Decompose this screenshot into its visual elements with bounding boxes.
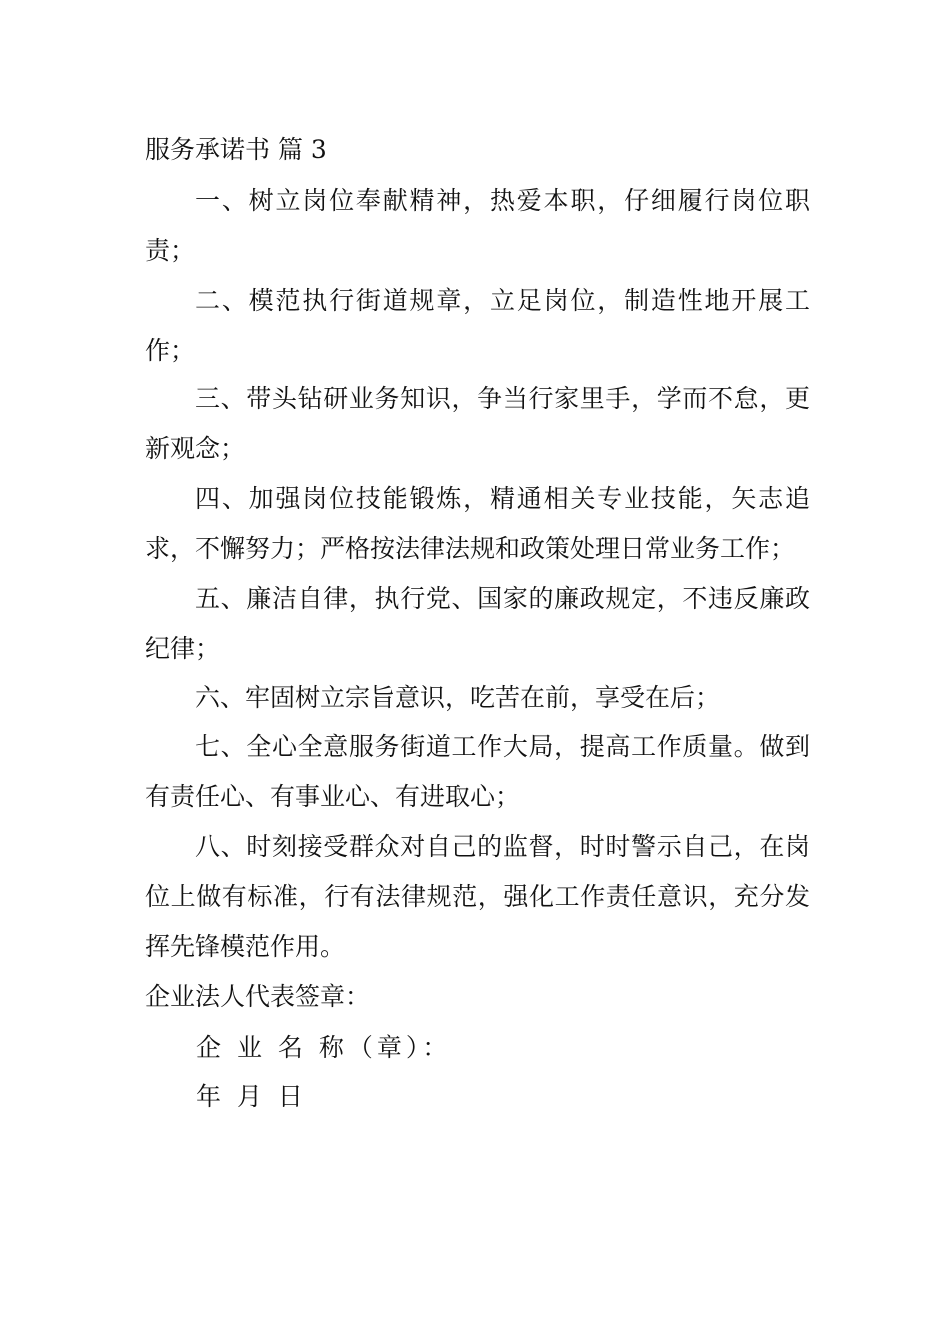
commitment-item-8: 八、时刻接受群众对自己的监督，时时警示自己，在岗位上做有标准，行有法律规范，强化工作责任意识，充分发挥先锋模范作用。 <box>145 832 810 961</box>
commitment-item-7: 七、全心全意服务街道工作大局，提高工作质量。做到有责任心、有事业心、有进取心； <box>145 732 810 811</box>
commitment-item-5: 五、廉洁自律，执行党、国家的廉政规定，不违反廉政纪律； <box>145 584 810 663</box>
date-label: 年 月 日 <box>196 1082 307 1111</box>
commitment-item-4: 四、加强岗位技能锻炼，精通相关专业技能，矢志追求，不懈努力；严格按法律法规和政策处理日常业务工作； <box>145 484 810 563</box>
document-title: 服务承诺书 篇 3 <box>145 135 327 164</box>
commitment-item-1: 一、树立岗位奉献精神，热爱本职，仔细履行岗位职责； <box>145 186 810 265</box>
signature-label: 企业法人代表签章： <box>145 982 371 1011</box>
commitment-item-6: 六、牢固树立宗旨意识，吃苦在前，享受在后； <box>195 683 721 712</box>
commitment-item-2: 二、模范执行街道规章，立足岗位，制造性地开展工作； <box>145 286 810 365</box>
commitment-item-3: 三、带头钻研业务知识，争当行家里手，学而不怠，更新观念； <box>145 384 810 463</box>
company-name-label: 企 业 名 称（章）： <box>196 1033 452 1062</box>
